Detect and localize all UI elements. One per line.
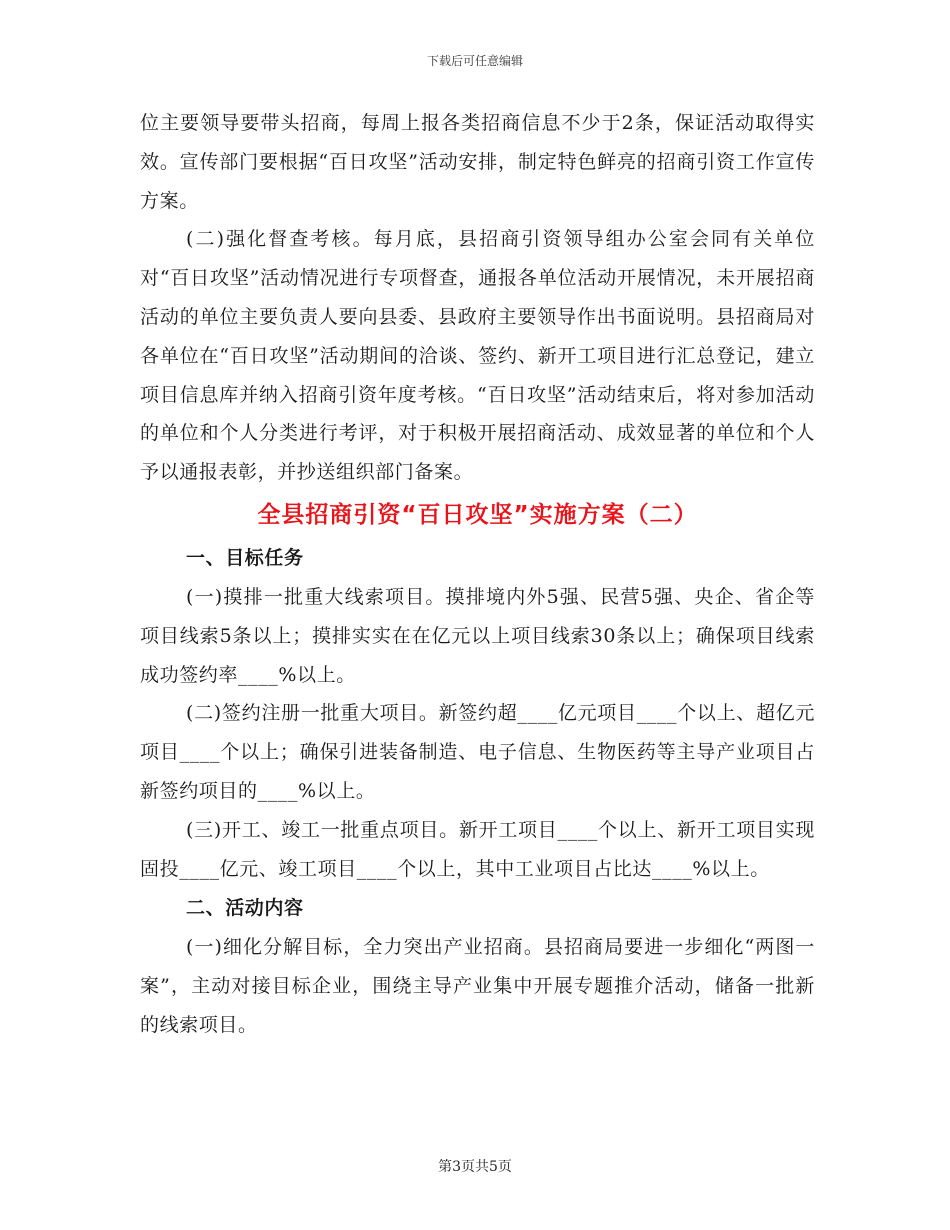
paragraph-goal-3: (三)开工、竣工一批重点项目。新开工项目____个以上、新开工项目实现固投____亿元、竣工项目____个以上，其中工业项目占比达____%以上。 <box>140 818 815 880</box>
page-footer: 第3页共5页 <box>438 1159 512 1175</box>
paragraph-goal-1: (一)摸排一批重大线索项目。摸排境内外5强、民营5强、央企、省企等项目线索5条以上；摸排实实在在亿元以上项目线索30条以上；确保项目线索成功签约率____%以上。 <box>140 585 815 686</box>
paragraph-goal-2: (二)签约注册一批重大项目。新签约超____亿元项目____个以上、超亿元项目____个以上；确保引进装备制造、电子信息、生物医药等主导产业项目占新签约项目的____%以上。 <box>140 702 815 802</box>
paragraph-supervision: (二)强化督查考核。每月底，县招商引资领导组办公室会同有关单位对“百日攻坚”活动情况进行专项督查，通报各单位活动开展情况，未开展招商活动的单位主要负责人要向县委、县政府主要领导作出书面说明。县招商局对各单位在“百日攻坚”活动期间的洽谈、签约、新开工项目进行汇总登记，建立项目信息库并纳入招商引资年度考核。“百日攻坚”活动结束后，将对参加活动的单位和个人分类进行考评，对于积极开展招商活动、成效显著的单位和个人予以通报表彰，并抄送组织部门备案。 <box>140 228 815 484</box>
page-header: 下载后可任意编辑 <box>426 54 523 68</box>
section-heading-activities: 二、活动内容 <box>186 897 304 920</box>
document-title: 全县招商引资“百日攻坚”实施方案（二） <box>257 501 698 528</box>
section-heading-goals: 一、目标任务 <box>186 546 304 569</box>
paragraph-continued: 位主要领导要带头招商，每周上报各类招商信息不少于2条，保证活动取得实效。宣传部门要根据“百日攻坚”活动安排，制定特色鲜亮的招商引资工作宣传方案。 <box>140 112 815 212</box>
document-body <box>140 104 815 1045</box>
paragraph-activity-1: (一)细化分解目标，全力突出产业招商。县招商局要进一步细化“两图一案”，主动对接目标企业，围绕主导产业集中开展专题推介活动，储备一批新的线索项目。 <box>140 936 815 1036</box>
